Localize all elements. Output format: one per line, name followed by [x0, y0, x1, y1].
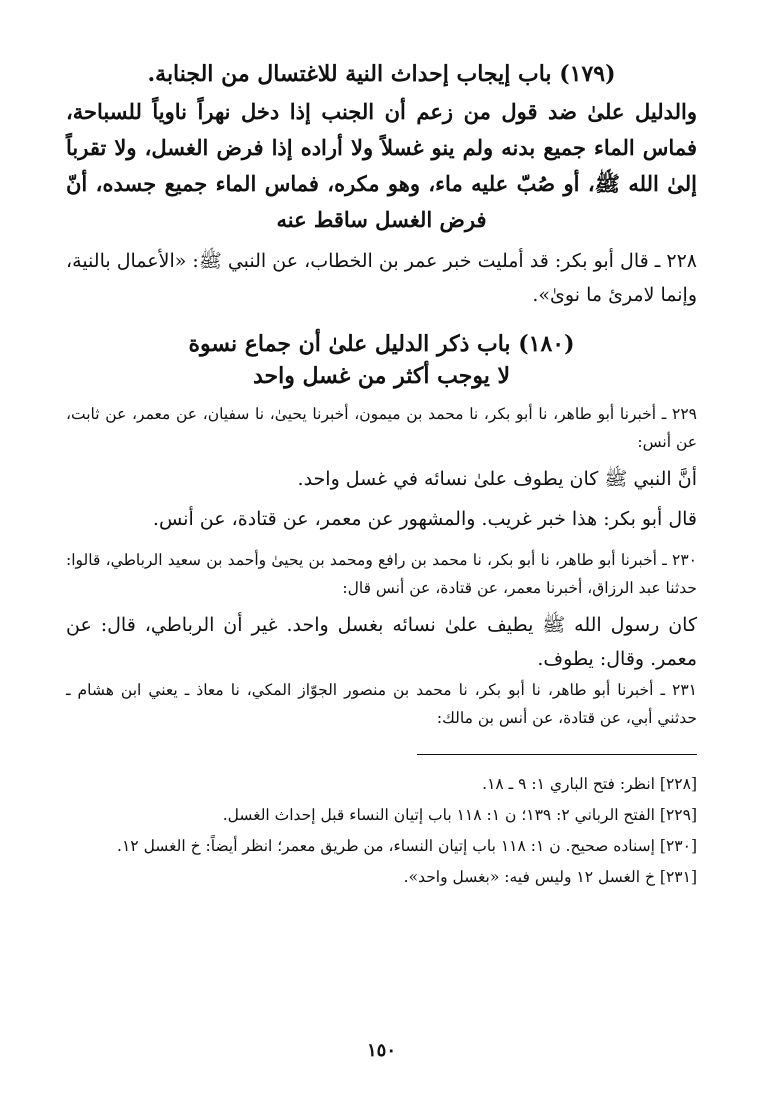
footnote-231: [٢٣١] خ الغسل ١٢ وليس فيه: «بغسل واحد».: [403, 868, 697, 886]
footnote-228: [٢٢٨] انظر: فتح الباري ١: ٩ ـ ١٨.: [482, 775, 697, 793]
footnote-230: [٢٣٠] إسناده صحيح. ن ١: ١١٨ باب إتيان النساء، من طريق معمر؛ انظر أيضاً: خ الغسل ١٢.: [117, 837, 697, 855]
footnotes: [66, 769, 697, 893]
hadith-231-isnad: ٢٣١ ـ أخبرنا أبو طاهر، نا أبو بكر، نا محمد بن منصور الجوّاز المكي، نا معاذ ـ يعني ابن هشام ـ حدثني أبي، عن قتادة، عن أنس بن مالك:: [66, 681, 697, 727]
chapter-179-body: والدليل علىٰ ضد قول من زعم أن الجنب إذا دخل نهراً ناوياً للسباحة، فماس الماء جميع بدنه ولم ينو غسلاً ولا أراده إذا فرض الغسل، ولا تقرباً إلىٰ الله ﷺ، أو صُبّ عليه ماء، وهو مكره، فماس الماء جميع جسده، أنّ فرض الغسل ساقط عنه: [66, 99, 697, 232]
hadith-229-comment: قال أبو بكر: هذا خبر غريب. والمشهور عن معمر، عن قتادة، عن أنس.: [152, 508, 697, 530]
hadith-229-matn: أنَّ النبي ﷺ كان يطوف علىٰ نسائه في غسل واحد.: [297, 468, 697, 490]
page-number: ١٥٠: [366, 1040, 396, 1061]
chapter-179-title: (١٧٩) باب إيجاب إحداث النية للاغتسال من الجنابة.: [147, 61, 616, 87]
chapter-180-title-line2: لا يوجب أكثر من غسل واحد: [252, 363, 511, 389]
hadith-230-matn: كان رسول الله ﷺ يطيف علىٰ نسائه بغسل واحد. غير أن الرباطي، قال: عن معمر. وقال: يطوف.: [66, 614, 697, 670]
footnote-divider: [417, 754, 697, 755]
chapter-180-title-line1: (١٨٠) باب ذكر الدليل علىٰ أن جماع نسوة: [188, 331, 575, 357]
hadith-228: ٢٢٨ ـ قال أبو بكر: قد أمليت خبر عمر بن الخطاب، عن النبي ﷺ: «الأعمال بالنية، وإنما لامرئ ما نوىٰ».: [66, 250, 697, 306]
chapter-180-heading: [66, 328, 697, 392]
hadith-230-isnad: ٢٣٠ ـ أخبرنا أبو طاهر، نا أبو بكر، نا محمد بن رافع ومحمد بن يحيىٰ وأحمد بن سعيد الرباطي، قالوا: حدثنا عبد الرزاق، أخبرنا معمر، عن قتادة، عن أنس قال:: [66, 551, 697, 597]
hadith-229-isnad: ٢٢٩ ـ أخبرنا أبو طاهر، نا أبو بكر، نا محمد بن ميمون، أخبرنا يحيىٰ، نا سفيان، عن معمر، عن ثابت، عن أنس:: [66, 405, 697, 451]
footnote-229: [٢٢٩] الفتح الرباني ٢: ١٣٩؛ ن ١: ١١٨ باب إتيان النساء قبل إحداث الغسل.: [222, 806, 697, 824]
